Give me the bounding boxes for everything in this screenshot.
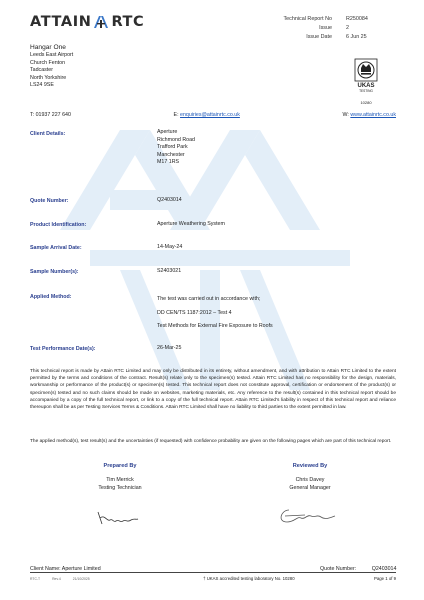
logo-mark-icon	[93, 15, 109, 29]
issue-row	[276, 25, 396, 34]
sample-arrival-date-value: 14-May-24	[157, 244, 183, 250]
product-identification-label: Product Identification:	[30, 222, 87, 228]
footer-client-name: Client Name: Aperture Limited	[30, 566, 101, 572]
report-number-row	[276, 16, 396, 25]
issue-value: 2	[346, 25, 349, 31]
ukas-accreditation-note: † UKAS accredited testing laboratory No. 10280	[203, 576, 295, 581]
client-line: Aperture	[157, 129, 178, 135]
sample-number-value: S2403021	[157, 268, 182, 274]
client-line: Trafford Park	[157, 144, 188, 151]
prepared-by-block	[50, 463, 190, 491]
method-line: DD CEN/TS 1187:2012 – Test 4	[157, 309, 232, 316]
applied-method-note: The applied method(s), test result(s) and the uncertainties (if requested) with confidence probability are given on the following pages which are part of this technical report.	[30, 439, 392, 444]
report-number-label: Technical Report No	[283, 16, 332, 22]
address-line: Leeds East Airport	[30, 52, 74, 58]
applied-method-label: Applied Method:	[30, 294, 72, 300]
reviewed-by-role: General Manager	[289, 485, 331, 491]
contact-row	[30, 112, 396, 118]
footer-divider	[30, 572, 396, 573]
company-address	[30, 43, 73, 90]
footer-quote-label: Quote Number:	[320, 566, 357, 572]
attain-rtc-logo	[30, 14, 144, 30]
reviewed-by-name: Chris Davey	[295, 477, 325, 483]
client-details-label: Client Details:	[30, 131, 66, 137]
reviewed-by-signature	[275, 504, 337, 528]
prepared-by-name: Tim Merrick	[106, 477, 134, 483]
logo-text-left: ATTAIN	[30, 14, 92, 30]
address-line: North Yorkshire	[30, 74, 67, 81]
ukas-crown-icon	[352, 58, 380, 94]
footer-quote-value: Q2403014	[371, 566, 397, 572]
client-details-value	[157, 129, 195, 167]
prepared-by-role: Testing Technician	[98, 485, 142, 491]
reviewed-by-label: Reviewed By	[292, 463, 328, 469]
ukas-accreditation-mark	[352, 58, 380, 105]
document-code: RTC-T	[30, 576, 41, 581]
phone-number: T: 01937 227 640	[30, 112, 71, 118]
product-identification-value: Aperture Weathering System	[157, 221, 225, 227]
report-number-value: R250084	[346, 16, 368, 22]
ukas-sub-label: TESTING	[359, 89, 373, 93]
sample-number-label: Sample Number(s):	[30, 269, 79, 275]
issue-date-label: Issue Date	[306, 34, 332, 40]
address-name: Hangar One	[30, 44, 66, 51]
address-line: LS24 9SE	[30, 82, 54, 89]
ukas-number: 10280	[360, 100, 372, 105]
report-meta	[276, 16, 396, 43]
client-line: Manchester	[157, 151, 185, 158]
client-line: Richmond Road	[157, 136, 195, 143]
web-prefix: W:	[342, 112, 349, 118]
applied-method-value	[157, 296, 273, 331]
legal-disclaimer: This technical report is made by Attain RTC Limited and may only be distributed in its entirety, without amendment, and with attribution to Attain RTC Limited to the extent permitted by the terms and conditions of the contract. Result(s) relate only to the specimen(s) tested. Attain RTC Limited has no responsibility for the design, materials, workmanship or performance of the product(s) or specimen(s) tested. This technical report does not constitute approval, certification or endorsement of the product(s) or specimen(s) tested and no such claims should be made on websites, marketing materials, etc. Any reference to the result(s) contained in this technical report should be accompanied by a copy of the full technical report, or link to a copy of the full technical report. Attain RTC Limited's liability in respect of this technical report and reliance thereupon shall be as per Testing Services Terms & Conditions. Attain RTC Limited shall have no liability to third parties to the extent permitted in law.	[30, 369, 396, 411]
website-link[interactable]: www.attainrtc.co.uk	[350, 112, 396, 118]
quote-number-label: Quote Number:	[30, 198, 69, 204]
issue-date-row	[276, 34, 396, 43]
address-line: Tadcaster	[30, 67, 53, 74]
document-revision: Rev.4	[52, 576, 61, 581]
method-line: Test Methods for External Fire Exposure to Roofs	[157, 323, 273, 330]
email-prefix: E:	[173, 112, 179, 118]
web-contact	[342, 112, 396, 118]
logo-text-right: RTC	[111, 14, 145, 30]
prepared-by-signature	[95, 508, 141, 528]
test-performance-date-label: Test Performance Date(s):	[30, 346, 96, 352]
footer-bottom-row	[30, 576, 396, 581]
page-number: Page 1 of 9	[374, 576, 396, 581]
ukas-label: UKAS	[357, 83, 375, 89]
issue-date-value: 6 Jun 25	[346, 34, 367, 40]
client-line: M17 1RS	[157, 159, 180, 166]
email-contact	[174, 112, 240, 118]
method-line: The test was carried out in accordance with;	[157, 296, 261, 302]
email-link[interactable]: enquiries@attainrtc.co.uk	[180, 112, 240, 118]
document-date: 21/10/2025	[72, 576, 90, 581]
sample-arrival-date-label: Sample Arrival Date:	[30, 245, 82, 251]
address-line: Church Fenton	[30, 59, 66, 66]
document-codes	[30, 577, 90, 581]
test-performance-date-value: 26-Mar-25	[157, 345, 182, 351]
prepared-by-label: Prepared By	[103, 463, 137, 469]
reviewed-by-block	[240, 463, 380, 491]
issue-label: Issue	[319, 25, 332, 31]
quote-number-value: Q2403014	[157, 197, 182, 203]
